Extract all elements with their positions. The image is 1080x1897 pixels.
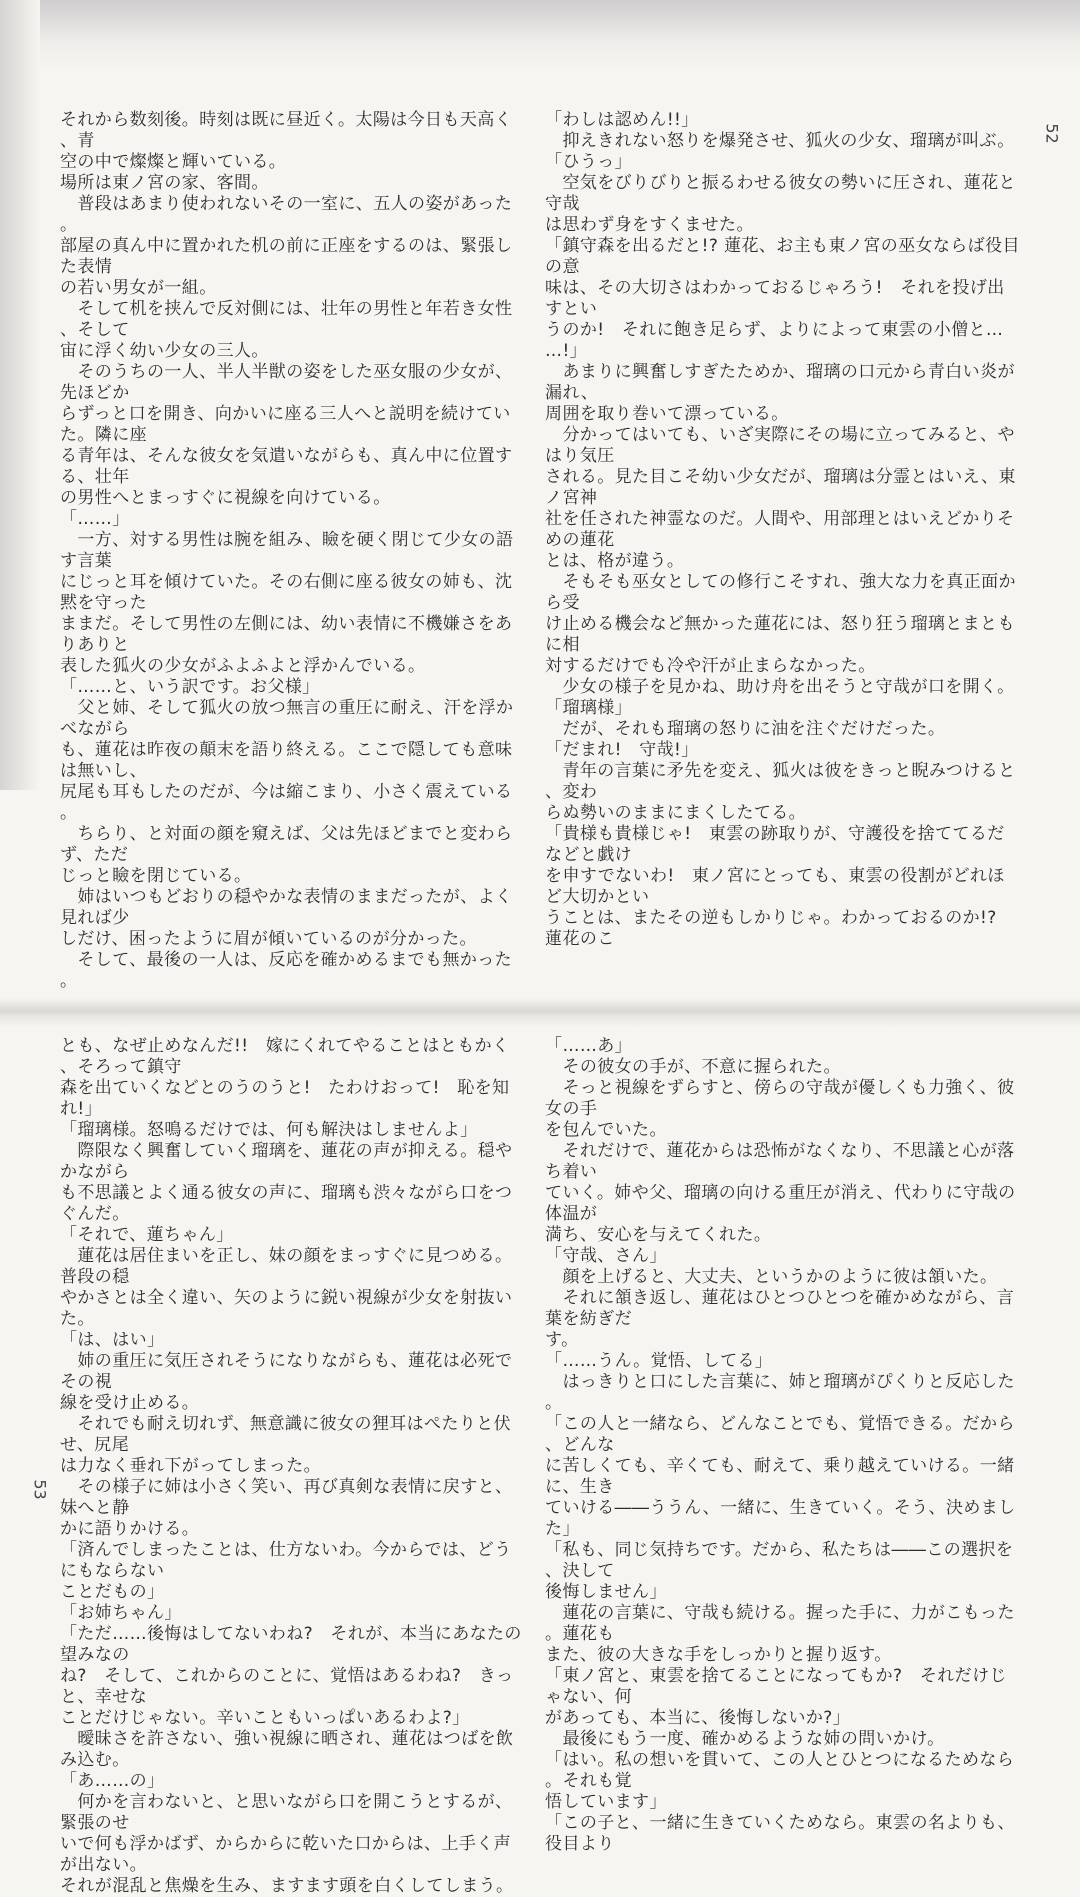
text-line: うことは、またその逆もしかりじゃ。わかっておるのか!? 蓮花のこ [545,908,1015,949]
text-line: とも、なぜ止めなんだ!! 嫁にくれてやることはともかく、そろって鎮守 [60,1036,510,1077]
text-line: 尻尾も耳もしたのだが、今は縮こまり、小さく震えている。 [60,782,513,823]
text-line: を申すでないわ! 東ノ宮にとっても、東雲の役割がどれほど大切かとい [545,866,1005,907]
text-line: かに語りかける。 [60,1519,200,1539]
text-line: け止める機会など無かった蓮花には、怒り狂う瑠璃とまともに相 [545,614,1015,655]
text-line: いで何も浮かばず、からからに乾いた口からは、上手く声が出ない。 [60,1834,512,1875]
text-line: それが混乱と焦燥を生み、ますます頭を白くしてしまう。 [60,1876,514,1896]
text-line: それだけで、蓮花からは恐怖がなくなり、不思議と心が落ち着い [545,1141,1015,1182]
text-line: 森を出ていくなどとのうのうと! たわけおって! 恥を知れ!」 [60,1078,510,1119]
text-line: らぬ勢いのままにまくしたてる。 [545,803,807,823]
text-line: も、蓮花は昨夜の顛末を語り終える。ここで隠しても意味は無いし、 [60,740,513,781]
text-line: あまりに興奮しすぎたためか、瑠璃の口元から青白い炎が漏れ、 [545,362,1015,403]
text-line: 際限なく興奮していく瑠璃を、蓮花の声が抑える。穏やかながら [60,1141,513,1182]
text-line: 少女の様子を見かね、助け舟を出そうと守哉が口を開く。 [545,677,1015,697]
page-53 [0,1036,1020,1897]
text-line: 「……うん。覚悟、してる」 [545,1351,773,1371]
text-line: 抑えきれない怒りを爆発させ、狐火の少女、瑠璃が叫ぶ。 [545,131,1015,151]
text-line: 空の中で燦燦と輝いている。 [60,152,287,172]
text-line: 何かを言わないと、と思いながら口を開こうとするが、緊張のせ [60,1792,513,1833]
text-line: 「東ノ宮と、東雲を捨てることになってもか? それだけじゃない、何 [545,1666,1007,1707]
text-line: は力なく垂れ下がってしまった。 [60,1456,321,1476]
text-line: ちらり、と対面の顔を窺えば、父は先ほどまでと変わらず、ただ [60,824,513,865]
text-line: 「だまれ! 守哉!」 [545,740,699,760]
text-line: ことだもの」 [60,1582,165,1602]
text-line: を包んでいた。 [545,1120,667,1140]
text-line: 「瑠璃様」 [545,698,633,718]
text-line: 曖昧さを許さない、強い視線に晒され、蓮花はつばを飲み込む。 [60,1729,514,1770]
text-block-top-right [545,110,1020,992]
text-line: うのか! それに飽き足らず、よりによって東雲の小僧と……!」 [545,320,1004,361]
text-line: る青年は、そんな彼女を気遣いながらも、真ん中に位置する、壮年 [60,446,513,487]
text-line: ことだけじゃない。辛いこともいっぱいあるわよ?」 [60,1708,470,1728]
text-line: の男性へとまっすぐに視線を向けている。 [60,488,391,508]
text-line: 蓮花の言葉に、守哉も続ける。握った手に、力がこもった。蓮花も [545,1603,1015,1644]
text-line: 姉はいつもどおりの穏やかな表情のままだったが、よく見れば少 [60,887,513,928]
text-line: 対するだけでも冷や汗が止まらなかった。 [545,656,876,676]
text-line: そして机を挟んで反対側には、壮年の男性と年若き女性、そして [60,299,513,340]
text-line: はっきりと口にした言葉に、姉と瑠璃がぴくりと反応した。 [545,1372,1015,1413]
text-line: 「……」 [60,509,130,529]
text-line: 「わしは認めん!!」 [545,110,699,130]
text-line: とは、格が違う。 [545,551,685,571]
page-number-53: 53 [30,1479,50,1500]
text-line: 父と姉、そして狐火の放つ無言の重圧に耐え、汗を浮かべながら [60,698,514,739]
text-line: す。 [545,1330,579,1350]
text-line: 分かってはいても、いざ実際にその場に立ってみると、やはり気圧 [545,425,1015,466]
text-line: また、彼の大きな手をしっかりと握り返す。 [545,1645,892,1665]
text-line: 姉の重圧に気圧されそうになりながらも、蓮花は必死でその視 [60,1351,513,1392]
text-line: 線を受け止める。 [60,1393,200,1413]
text-line: ていく。姉や父、瑠璃の向ける重圧が消え、代わりに守哉の体温が [545,1183,1016,1224]
text-line: 「……あ」 [545,1036,633,1056]
text-line: そして、最後の一人は、反応を確かめるまでも無かった。 [60,950,513,991]
text-line: にじっと耳を傾けていた。その右側に座る彼女の姉も、沈黙を守った [60,572,513,613]
text-line: らずっと口を開き、向かいに座る三人へと説明を続けていた。隣に座 [60,404,511,445]
text-line: 場所は東ノ宮の家、客間。 [60,173,269,193]
text-line: 満ち、安心を与えてくれた。 [545,1225,772,1245]
text-line: 蓮花は居住まいを正し、妹の顔をまっすぐに見つめる。普段の穏 [60,1246,513,1287]
text-line: 普段はあまり使われないその一室に、五人の姿があった。 [60,194,513,235]
text-block-bottom-left [60,1036,525,1897]
text-line: 後悔しません」 [545,1582,667,1602]
text-block-bottom-right [545,1036,1020,1897]
text-line: 部屋の真ん中に置かれた机の前に正座をするのは、緊張した表情 [60,236,513,277]
text-line: 「済んでしまったことは、仕方ないわ。今からでは、どうにもならない [60,1540,512,1581]
text-line: 「守哉、さん」 [545,1246,667,1266]
text-line: 宙に浮く幼い少女の三人。 [60,341,269,361]
text-line: の若い男女が一組。 [60,278,217,298]
page-fold [0,998,1080,1028]
text-line: 「それで、蓮ちゃん」 [60,1225,234,1245]
text-line: 一方、対する男性は腕を組み、瞼を硬く閉じて少女の語す言葉 [60,530,514,571]
text-line: ままだ。そして男性の左側には、幼い表情に不機嫌さをありありと [60,614,513,655]
text-line: 味は、その大切さはわかっておるじゃろう! それを投げ出すとい [545,278,1005,319]
text-line: 「あ……の」 [60,1771,165,1791]
text-line: それから数刻後。時刻は既に昼近く。太陽は今日も天高く、青 [60,110,513,151]
text-line: じっと瞼を閉じている。 [60,866,252,886]
text-line: 「……と、いう訳です。お父様」 [60,677,320,697]
text-line: そもそも巫女としての修行こそすれ、強大な力を真正面から受 [545,572,1016,613]
text-line: ていける――ううん、一緒に、生きていく。そう、決めました」 [545,1498,1016,1539]
text-line: 「この人と一緒なら、どんなことでも、覚悟できる。だから、どんな [545,1414,1015,1455]
text-line: 「お姉ちゃん」 [60,1603,182,1623]
text-line: 社を任された神霊なのだ。人間や、用部理とはいえどかりそめの蓮花 [545,509,1015,550]
text-line: 青年の言葉に矛先を変え、狐火は彼をきっと睨みつけると、変わ [545,761,1016,802]
text-line: があっても、本当に、後悔しないか?」 [545,1708,851,1728]
text-line: しだけ、困ったように眉が傾いているのが分かった。 [60,929,477,949]
text-line: も不思議とよく通る彼女の声に、瑠璃も渋々ながら口をつぐんだ。 [60,1183,513,1224]
text-line: 悟しています」 [545,1792,667,1812]
text-line: 「瑠璃様。怒鳴るだけでは、何も解決はしませんよ」 [60,1120,478,1140]
page-52 [0,0,1020,992]
text-line: 「この子と、一緒に生きていくためなら。東雲の名よりも、役目より [545,1813,1015,1854]
text-line: それでも耐え切れず、無意識に彼女の狸耳はぺたりと伏せ、尻尾 [60,1414,512,1455]
text-line: される。見た目こそ幼い少女だが、瑠璃は分霊とはいえ、東ノ宮神 [545,467,1016,508]
text-line: は思わず身をすくませた。 [545,215,754,235]
text-line: 「鎮守森を出るだと!? 蓮花、お主も東ノ宮の巫女ならば役目の意 [545,236,1020,277]
page-number-52: 52 [1042,123,1062,144]
text-line: 「は、はい」 [60,1330,165,1350]
text-line: 「ひうっ」 [545,152,633,172]
text-line: 最後にもう一度、確かめるような姉の問いかけ。 [545,1729,945,1749]
text-line: 顔を上げると、大丈夫、というかのように彼は頷いた。 [545,1267,998,1287]
text-line: 空気をびりびりと振るわせる彼女の勢いに圧され、蓮花と守哉 [545,173,1016,214]
text-line: 周囲を取り巻いて漂っている。 [545,404,789,424]
text-line: その彼女の手が、不意に握られた。 [545,1057,841,1077]
text-line: 表した狐火の少女がふよふよと浮かんでいる。 [60,656,426,676]
text-line: 「ただ……後悔はしてないわね? それが、本当にあなたの望みなの [60,1624,522,1665]
text-line: その様子に姉は小さく笑い、再び真剣な表情に戻すと、妹へと静 [60,1477,513,1518]
text-line: に苦しくても、辛くても、耐えて、乗り越えていける。一緒に、生き [545,1456,1015,1497]
text-line: 「貴様も貴様じゃ! 東雲の跡取りが、守護役を捨ててるだなどと戯け [545,824,1005,865]
text-line: そっと視線をずらすと、傍らの守哉が優しくも力強く、彼女の手 [545,1078,1015,1119]
text-block-top-left [60,110,525,992]
text-line: 「はい。私の想いを貫いて、この人とひとつになるためなら。それも覚 [545,1750,1015,1791]
text-line: だが、それも瑠璃の怒りに油を注ぐだけだった。 [545,719,946,739]
text-line: それに頷き返し、蓮花はひとつひとつを確かめながら、言葉を紡ぎだ [545,1288,1015,1329]
text-line: そのうちの一人、半人半獣の姿をした巫女服の少女が、先ほどか [60,362,513,403]
text-line: やかさとは全く違い、矢のように鋭い視線が少女を射抜いた。 [60,1288,513,1329]
text-line: 「私も、同じ気持ちです。だから、私たちは――この選択を、決して [545,1540,1014,1581]
text-line: ね? そして、これからのことに、覚悟はあるわね? きっと、幸せな [60,1666,514,1707]
